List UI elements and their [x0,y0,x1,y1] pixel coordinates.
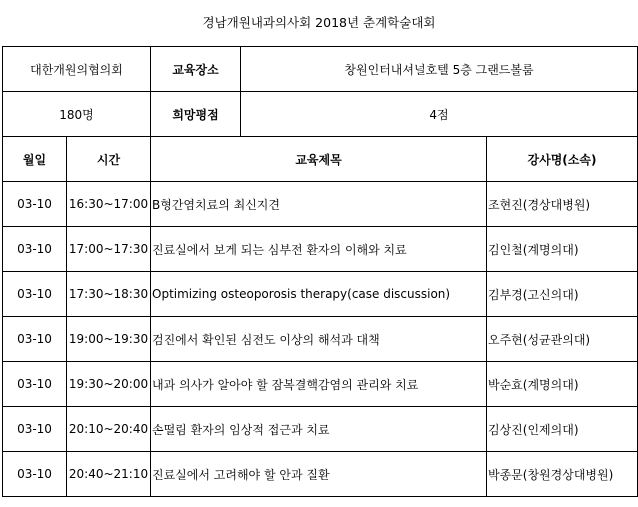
topic-cell: B형간염치료의 최신지견 [151,182,487,227]
venue-label: 교육장소 [151,47,241,92]
rating-label: 희망평점 [151,92,241,137]
lecturer-cell: 김부경(고신의대) [487,272,638,317]
time-cell: 20:40~21:10 [67,452,151,497]
time-cell: 20:10~20:40 [67,407,151,452]
time-cell: 16:30~17:00 [67,182,151,227]
info-row-rating [3,92,638,137]
table-row [3,362,638,407]
date-cell: 03-10 [3,452,67,497]
date-cell: 03-10 [3,362,67,407]
time-cell: 17:00~17:30 [67,227,151,272]
date-cell: 03-10 [3,407,67,452]
venue-value: 창원인터내셔널호텔 5층 그랜드볼룸 [241,47,638,92]
header-lecturer: 강사명(소속) [487,137,638,182]
table-header-row [3,137,638,182]
lecturer-cell: 김상진(인제의대) [487,407,638,452]
capacity-cell: 180명 [3,92,151,137]
table-row [3,317,638,362]
page-title: 경남개원내과의사회 2018년 춘계학술대회 [202,15,436,30]
header-time: 시간 [67,137,151,182]
lecturer-cell: 박종문(창원경상대병원) [487,452,638,497]
rating-value: 4점 [241,92,638,137]
table-row [3,182,638,227]
topic-cell: 검진에서 확인된 심전도 이상의 해석과 대책 [151,317,487,362]
date-cell: 03-10 [3,182,67,227]
lecturer-cell: 박순효(계명의대) [487,362,638,407]
topic-cell: Optimizing osteoporosis therapy(case discussion) [151,272,487,317]
table-row [3,452,638,497]
time-cell: 17:30~18:30 [67,272,151,317]
organizer-cell: 대한개원의협의회 [3,47,151,92]
lecturer-cell: 김인철(계명의대) [487,227,638,272]
date-cell: 03-10 [3,272,67,317]
header-topic: 교육제목 [151,137,487,182]
table-row [3,407,638,452]
header-date: 월일 [3,137,67,182]
topic-cell: 진료실에서 고려해야 할 안과 질환 [151,452,487,497]
lecturer-cell: 조현진(경상대병원) [487,182,638,227]
info-row-venue [3,47,638,92]
topic-cell: 진료실에서 보게 되는 심부전 환자의 이해와 치료 [151,227,487,272]
schedule-table [2,46,638,497]
lecturer-cell: 오주현(성균관의대) [487,317,638,362]
topic-cell: 내과 의사가 알아야 할 잠복결핵감염의 관리와 치료 [151,362,487,407]
date-cell: 03-10 [3,227,67,272]
table-row [3,272,638,317]
topic-cell: 손떨림 환자의 임상적 접근과 치료 [151,407,487,452]
table-row [3,227,638,272]
time-cell: 19:30~20:00 [67,362,151,407]
date-cell: 03-10 [3,317,67,362]
time-cell: 19:00~19:30 [67,317,151,362]
